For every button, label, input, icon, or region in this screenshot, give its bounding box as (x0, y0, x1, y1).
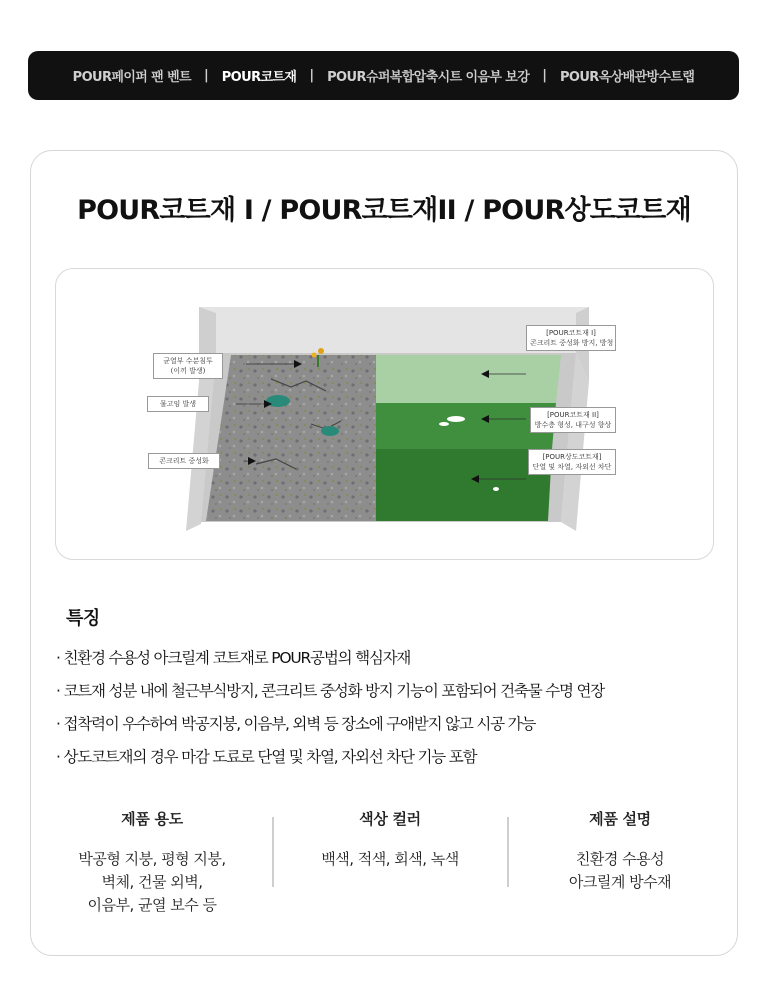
feature-item: · 코트재 성분 내에 철근부식방지, 콘크리트 중성화 방지 기능이 포함되어 건축물 수명 연장 (56, 675, 604, 708)
callout-neutralization: 콘크리트 중성화 (148, 453, 220, 469)
info-usage (52, 808, 252, 928)
tab-rooftop-drain-trap[interactable]: POUR옥상배관방수트랩 (559, 70, 695, 85)
usage-line: 벽체, 건물 외벽, (101, 873, 203, 891)
callout-topcoat-desc: 단열 및 차열, 자외선 차단 (532, 463, 612, 471)
color-heading: 색상 컬러 (359, 810, 421, 828)
tab-separator: | (204, 68, 209, 83)
info-divider (272, 817, 274, 887)
coating-layer-diagram (55, 268, 714, 560)
callout-coat-2 (530, 407, 616, 433)
tab-separator: | (309, 68, 315, 83)
product-title: POUR코트재 I / POUR코트재II / POUR상도코트재 (77, 195, 691, 226)
usage-line: 이음부, 균열 보수 등 (87, 896, 217, 914)
usage-heading: 제품 용도 (121, 810, 183, 828)
description-heading: 제품 설명 (589, 810, 651, 828)
color-line: 백색, 적색, 회색, 녹색 (321, 850, 459, 868)
tab-paper-fan-vent[interactable]: POUR페이퍼 팬 벤트 (72, 70, 191, 85)
callout-coat-2-name: [POUR코트재 II] (547, 411, 599, 419)
feature-item: · 상도코트재의 경우 마감 도료로 단열 및 차열, 자외선 차단 기능 포함 (56, 741, 604, 774)
features-list (56, 642, 604, 774)
callout-water-pooling: 물고임 발생 (147, 396, 209, 412)
callout-topcoat-name: [POUR상도코트재] (542, 453, 602, 461)
feature-item: · 접착력이 우수하여 박공지붕, 이음부, 외벽 등 장소에 구애받지 않고 시공 가능 (56, 708, 604, 741)
feature-item: · 친환경 수용성 아크릴계 코트재로 POUR공법의 핵심자재 (56, 642, 604, 675)
info-description (520, 808, 720, 928)
callout-coat-1-desc: 콘크리트 중성화 방지, 방청 (530, 339, 614, 347)
callout-coat-2-desc: 방수층 형성, 내구성 향상 (534, 421, 612, 429)
info-divider (507, 817, 509, 887)
usage-text (52, 848, 252, 917)
description-text (520, 848, 720, 894)
tab-separator: | (542, 68, 547, 83)
tab-coat[interactable]: POUR코트재 (221, 70, 297, 85)
usage-line: 박공형 지붕, 평형 지붕, (78, 850, 226, 868)
callout-topcoat (528, 449, 616, 475)
callout-moisture-crack: 균열부 수분침투 (이끼 발생) (153, 353, 223, 379)
description-line: 아크릴계 방수재 (568, 873, 672, 891)
color-text (290, 848, 490, 871)
tab-super-composite-sheet[interactable]: POUR슈퍼복합압축시트 이음부 보강 (327, 70, 530, 85)
callout-coat-1-name: [POUR코트재 I] (546, 329, 596, 337)
callout-coat-1 (526, 325, 616, 351)
info-color (290, 808, 490, 928)
features-heading: 특징 (66, 608, 100, 629)
description-line: 친환경 수용성 (575, 850, 665, 868)
product-tab-bar (28, 51, 739, 100)
